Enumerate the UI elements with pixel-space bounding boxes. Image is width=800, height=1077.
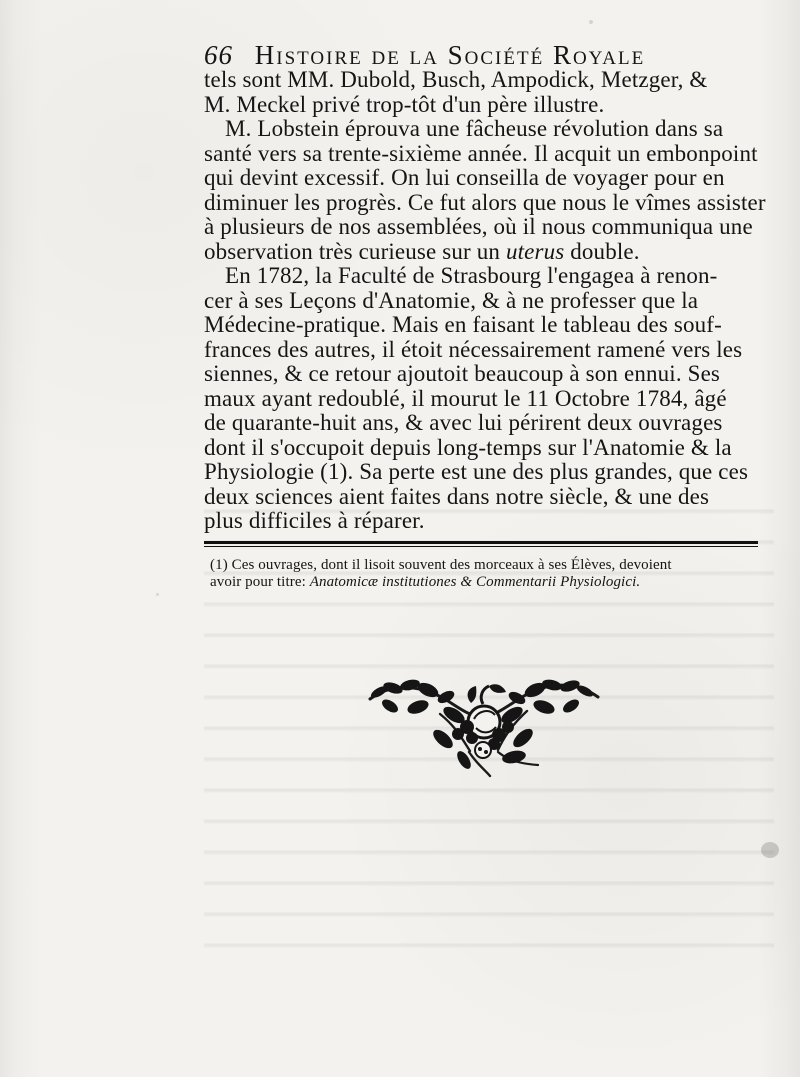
text-line [204,240,764,265]
divider-thin-line [204,546,758,547]
divider-thick-line [204,541,758,544]
page-stain [589,20,593,24]
text-line: à plusieurs de nos assemblées, où il nous communiqua une [204,214,753,239]
text-line: tels sont MM. Dubold, Busch, Ampodick, Metzger, & [204,67,708,92]
text-line: plus difficiles à réparer. [204,508,425,533]
paragraph-start: En 1782, la Faculté de Strasbourg l'engagea à renon- [225,263,718,288]
text-line: M. Meckel privé trop-tôt d'un père illustre. [204,91,605,117]
page-number: 66 [204,40,233,70]
footnote-title: Anatomicæ institutiones & Commentarii Physiologici. [309,574,641,590]
text-line: maux ayant redoublé, il mourut le 11 Octobre 1784, âgé [204,385,727,411]
paragraph-start: M. Lobstein éprouva une fâcheuse révolution dans sa [225,116,724,141]
text-line: de quarante-huit ans, & avec lui périrent deux ouvrages [204,410,723,435]
text-line: Physiologie (1). Sa perte est une des plus grandes, que ces [204,459,749,484]
text-fragment: double. [564,238,640,264]
footnote-line [210,574,758,591]
text-line: qui devint excessif. On lui conseilla de voyager pour en [204,165,725,190]
text-line: santé vers sa trente-sixième année. Il acquit un embonpoint [204,140,758,166]
text-line: frances des autres, il étoit nécessairement ramené vers les [204,336,743,362]
footnote-divider [204,541,758,547]
text-line: diminuer les progrès. Ce fut alors que nous le vîmes assister [204,189,766,215]
text-line: Médecine-pratique. Mais en faisant le tableau des souf- [204,312,722,337]
footnote-line: (1) Ces ouvrages, dont il lisoit souvent des morceaux à ses Élèves, devoient [210,557,672,573]
floral-fruit-ornament-icon [366,668,602,778]
text-fragment: observation très curieuse sur un [204,238,506,264]
page-stain [761,842,779,858]
page-header [204,42,764,69]
italic-word: uterus [505,238,565,264]
footnote-text: avoir pour titre: [210,574,310,590]
text-line: cer à ses Leçons d'Anatomie, & à ne professer que la [204,287,699,313]
text-line: deux sciences aient faites dans notre siècle, & une des [204,483,710,509]
footnote [210,557,758,591]
text-line: dont il s'occupoit depuis long-temps sur l'Anatomie & la [204,434,732,460]
page-stain [156,593,159,596]
running-head: Histoire de la Société Royale [254,40,646,70]
main-text [204,68,764,534]
text-line: siennes, & ce retour ajoutoit beaucoup à son ennui. Ses [204,361,721,386]
